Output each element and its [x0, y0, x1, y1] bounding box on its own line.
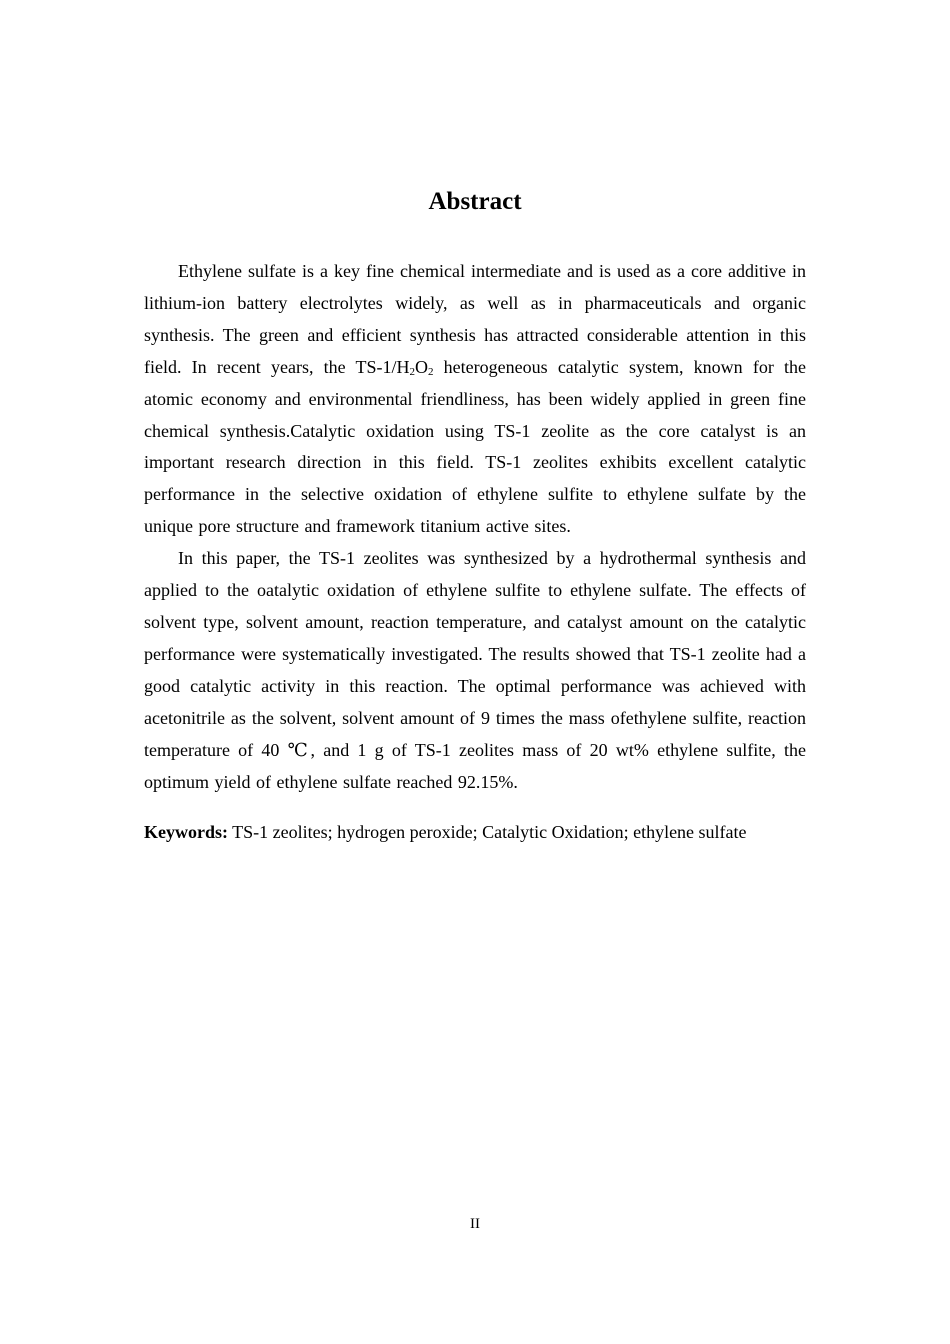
keywords-line	[144, 820, 806, 845]
keywords-label: Keywords:	[144, 822, 228, 843]
paragraph-1-text-end: heterogeneous catalytic system, known for the atomic economy and environmental friendliness, has been widely applied in green fine chemical synthesis.Catalytic oxidation using TS-1 zeolite as the core catalyst is an important research direction in this field. TS-1 zeolites exhibits excellent catalytic performance in the selective oxidation of ethylene sulfite to ethylene sulfate by the unique pore structure and framework titanium active sites.	[144, 356, 806, 537]
paragraph-1-text-start: Ethylene sulfate is a key fine chemical intermediate and is used as a core additive in lithium-ion battery electrolytes widely, as well as in pharmaceuticals and organic synthesis. The green and efficient synthesis has attracted considerable attention in this field. In recent years, the TS-1/H	[144, 261, 806, 377]
page-number: II	[470, 1216, 480, 1232]
abstract-body	[144, 256, 806, 845]
formula-subscript-1: 2	[409, 365, 415, 378]
abstract-paragraph-1	[144, 256, 806, 543]
abstract-title: Abstract	[428, 188, 522, 215]
keywords-text: TS-1 zeolites; hydrogen peroxide; Catalytic Oxidation; ethylene sulfate	[228, 822, 747, 843]
formula-oxygen: O	[415, 356, 428, 377]
abstract-paragraph-2: In this paper, the TS-1 zeolites was synthesized by a hydrothermal synthesis and applied to the oatalytic oxidation of ethylene sulfite to ethylene sulfate. The effects of solvent type, solvent amount, reaction temperature, and catalyst amount on the catalytic performance were systematically investigated. The results showed that TS-1 zeolite had a good catalytic activity in this reaction. The optimal performance was achieved with acetonitrile as the solvent, solvent amount of 9 times the mass ofethylene sulfite, reaction temperature of 40 ℃, and 1 g of TS-1 zeolites mass of 20 wt% ethylene sulfite, the optimum yield of ethylene sulfate reached 92.15%.	[144, 548, 806, 792]
formula-subscript-2: 2	[428, 365, 434, 378]
